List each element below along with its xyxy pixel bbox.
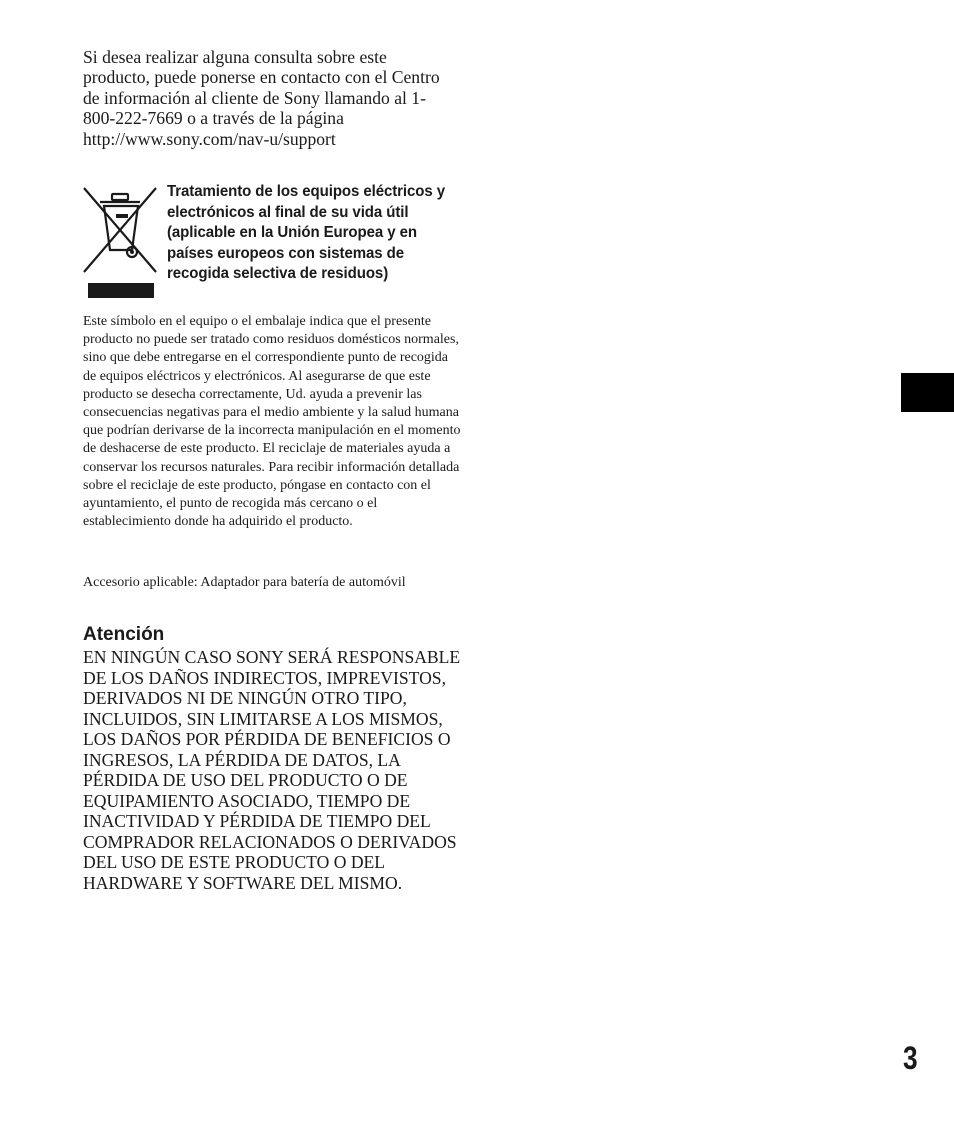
section-tab-marker	[901, 373, 954, 412]
attention-body-text: EN NINGÚN CASO SONY SERÁ RESPONSABLE DE LOS DAÑOS INDIRECTOS, IMPREVISTOS, DERIVADOS NI DE NINGÚN OTRO TIPO, INCLUIDOS, SIN LIMITARSE A LOS MISMOS, LOS DAÑOS POR PÉRDIDA DE BENEFICIOS O INGRESOS, LA PÉRDIDA DE DATOS, LA PÉRDIDA DE USO DEL PRODUCTO O DE EQUIPAMIENTO ASOCIADO, TIEMPO DE INACTIVIDAD Y PÉRDIDA DE TIEMPO DEL COMPRADOR RELACIONADOS O DERIVADOS DEL USO DE ESTE PRODUCTO O DEL HARDWARE Y SOFTWARE DEL MISMO.	[83, 647, 461, 893]
weee-title: Tratamiento de los equipos eléctricos y electrónicos al final de su vida útil (aplicable en la Unión Europea y en países europeos con sistemas de recogida selectiva de residuos)	[167, 183, 446, 282]
accessory-note: Accesorio aplicable: Adaptador para batería de automóvil	[83, 575, 406, 590]
contact-paragraph: Si desea realizar alguna consulta sobre este producto, puede ponerse en contacto con el Centro de información al cliente de Sony llamando al 1-800-222-7669 o a través de la página http://www.sony.com/nav-u/support	[83, 47, 440, 149]
weee-body-text: Este símbolo en el equipo o el embalaje indica que el presente producto no puede ser tratado como residuos domésticos normales, sino que debe entregarse en el correspondiente punto de recogida de equipos eléctricos y electrónicos. Al asegurarse de que este producto se desecha correctamente, Ud. ayuda a prevenir las consecuencias negativas para el medio ambiente y la salud humana que podrían derivarse de la incorrecta manipulación en el momento de deshacerse de este producto. El reciclaje de materiales ayuda a conservar los recursos naturales. Para recibir información detallada sobre el reciclaje de este producto, póngase en contacto con el ayuntamiento, el punto de recogida más cercano o el establecimiento donde ha adquirido el producto.	[83, 314, 461, 530]
page-number: 3	[903, 1040, 918, 1076]
attention-heading: Atención	[83, 624, 165, 645]
crossed-out-wheeled-bin-icon	[82, 186, 158, 302]
